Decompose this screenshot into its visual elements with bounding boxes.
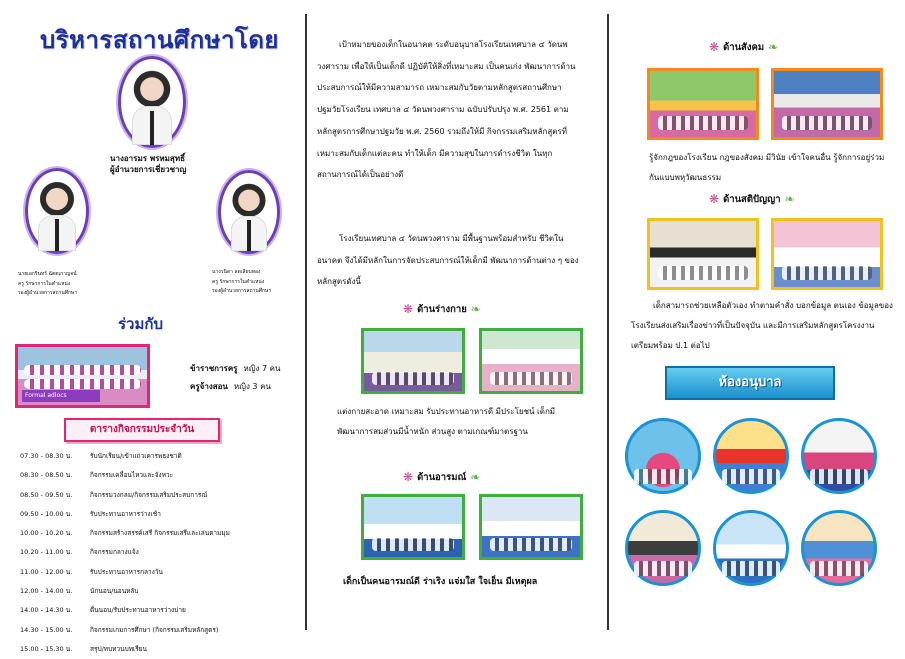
social-heading bbox=[705, 40, 782, 55]
intro-paragraph-2: โรงเรียนเทศบาล ๔ วัดนพวงศาราม มีพื้นฐานพร้อมสำหรับ ชีวิตในอนาคต จึงได้มีหลักในการจัดประสบการณ์ให้เด็กมี พัฒนาการด้านต่าง ๆ ของหลักสูตรดังนี้ bbox=[317, 234, 579, 287]
schedule-time: 11.00 - 12.00 น. bbox=[20, 567, 73, 576]
schedule-activity: กิจกรรมกลางแจ้ง bbox=[90, 548, 139, 557]
leaf-icon: ❧ bbox=[768, 40, 779, 54]
intro-paragraph: เป้าหมายของเด็กในอนาคต ระดับอนุบาลโรงเรียนเทศบาล ๔ วัดนพวงศาราม เพื่อให้เป็นเด็กดี ปฏิบัติให้สิ่งที่เหมาะสม เป็นคนเก่ง พัฒนาการด้านประสบการณ์ให้มีความสามารถ เหมาะสมกับวัยตามหลักสูตรสถานศึกษาปฐมวัยโรงเรียน เทศบาล ๔ วัดนพวงศาราม ฉบับปรับปรุง พ.ศ. 2561 ตามหลักสูตรการศึกษาปฐมวัย พ.ศ. 2560 รวมถึงให้มี กิจกรรมเสริมหลักสูตรที่เหมาะสมกับเด็กแต่ละคน ทำให้เด็ก มีความสุขในการดำรงชีวิต ในทุกสถานการณ์ได้เป็นอย่างดี bbox=[317, 40, 576, 180]
schedule-row bbox=[20, 563, 300, 582]
leaf-icon: ❧ bbox=[470, 302, 481, 316]
together-title: ร่วมกับ bbox=[118, 315, 163, 333]
schedule-time: 09.50 - 10.00 น. bbox=[20, 509, 73, 518]
schedule-activity: ตื่นนอน/รับประทานอาหารว่างบ่าย bbox=[90, 606, 186, 615]
deputy-left-role-title: รองผู้อำนวยการสถานศึกษา bbox=[18, 290, 78, 296]
schedule-activity: รับประทานอาหารกลางวัน bbox=[90, 567, 163, 576]
schedule-row bbox=[20, 582, 300, 601]
social-photo-garden bbox=[647, 68, 759, 140]
emotional-photo-activity bbox=[361, 494, 465, 560]
physical-photo-lunch bbox=[479, 328, 583, 394]
schedule-row bbox=[20, 505, 300, 524]
schedule-time: 08.30 - 08.50 น. bbox=[20, 471, 73, 480]
room-photo bbox=[801, 510, 877, 586]
middle-column bbox=[307, 0, 607, 640]
room-photo bbox=[625, 418, 701, 494]
staff-count: หญิง 3 คน bbox=[233, 382, 271, 391]
right-column bbox=[609, 0, 905, 640]
schedule-activity: กิจกรรมเคลื่อนไหวและจังหวะ bbox=[90, 471, 174, 480]
schedule-time: 10.20 - 11.00 น. bbox=[20, 548, 73, 557]
emotional-title: ด้านอารมณ์ bbox=[417, 472, 467, 483]
schedule-row bbox=[20, 621, 300, 640]
schedule-row bbox=[20, 543, 300, 562]
schedule-row bbox=[20, 486, 300, 505]
bow-icon: ❋ bbox=[403, 302, 414, 316]
leaf-icon: ❧ bbox=[470, 470, 481, 484]
staff-label: ข้าราชการครู bbox=[190, 364, 238, 373]
director-position: ผู้อำนวยการเชี่ยวชาญ bbox=[110, 165, 187, 174]
group-banner: Formal adlocs bbox=[22, 390, 100, 402]
social-title: ด้านสังคม bbox=[723, 42, 765, 53]
deputy-right-name: นางวนิดา ลดเลียบทอง bbox=[212, 269, 261, 275]
intellect-title: ด้านสติปัญญา bbox=[723, 194, 781, 205]
schedule-time: 07.30 - 08.30 น. bbox=[20, 452, 73, 460]
schedule-list bbox=[20, 447, 300, 659]
physical-photo-exercise bbox=[361, 328, 465, 394]
schedule-time: 14.00 - 14.30 น. bbox=[20, 606, 73, 615]
schedule-row bbox=[20, 601, 300, 620]
intellect-photo-computer bbox=[647, 218, 759, 290]
schedule-activity: สรุป/ทบทวนบทเรียน bbox=[90, 644, 147, 653]
emotional-caption: เด็กเป็นคนอารมณ์ดี ร่าเริง แจ่มใส ใจเย็น มีเหตุผล bbox=[343, 577, 538, 587]
left-column bbox=[0, 0, 305, 653]
schedule-time: 14.30 - 15.00 น. bbox=[20, 625, 73, 634]
physical-heading bbox=[399, 302, 485, 317]
schedule-row bbox=[20, 466, 300, 485]
deputy-right-photo bbox=[218, 170, 280, 254]
emotional-photo-group bbox=[479, 494, 583, 560]
schedule-activity: กิจกรรมวงกลม/กิจกรรมเสริมประสบการณ์ bbox=[90, 490, 208, 499]
social-caption: รู้จักกฎของโรงเรียน กฎของสังคม มีวินัย เข้าใจคนอื่น รู้จักการอยู่ร่วมกันแบบพหุวัฒนธรรม bbox=[649, 153, 885, 182]
leaf-icon: ❧ bbox=[784, 192, 795, 206]
schedule-activity: กิจกรรมสร้างสรรค์เสรี กิจกรรมเสรีและเล่นตามมุม bbox=[90, 529, 230, 538]
schedule-title: ตารางกิจกรรมประจำวัน bbox=[64, 418, 220, 442]
schedule-row bbox=[20, 447, 300, 466]
bow-icon: ❋ bbox=[709, 40, 720, 54]
room-photo bbox=[801, 418, 877, 494]
room-photo bbox=[713, 510, 789, 586]
schedule-row bbox=[20, 524, 300, 543]
room-photo bbox=[625, 510, 701, 586]
page-title: บริหารสถานศึกษาโดย bbox=[40, 26, 279, 54]
intellect-caption: เด็กสามารถช่วยเหลือตัวเอง ทำตามคำสั่ง บอกข้อมูล ตนเอง ข้อมูลของโรงเรียนส่งเสริมเรื่องข่าวที่เป็นปัจจุบัน และมีการเสริมหลักสูตรโครงงานเตรียมพร้อม ป.1 ต่อไป bbox=[631, 301, 893, 350]
room-photo bbox=[713, 418, 789, 494]
schedule-time: 08.50 - 09.50 น. bbox=[20, 490, 73, 499]
deputy-right-role: ครู รักษาการในตำแหน่ง bbox=[212, 279, 265, 285]
staff-contract bbox=[190, 380, 271, 393]
schedule-activity: กิจกรรมเกมการศึกษา (กิจกรรมเสริมหลักสูตร) bbox=[90, 625, 219, 634]
director-photo bbox=[118, 56, 186, 148]
intellect-heading bbox=[705, 192, 799, 207]
group-photo bbox=[15, 344, 150, 408]
schedule-row bbox=[20, 640, 300, 659]
director-name: นางอารมร พรหมสุทธิ์ bbox=[110, 154, 185, 163]
deputy-left-name: นายเอกรินทร์ ฉัตตเกาญจน์ bbox=[18, 271, 77, 277]
social-photo-assembly bbox=[771, 68, 883, 140]
bow-icon: ❋ bbox=[403, 470, 414, 484]
emotional-heading bbox=[399, 470, 484, 485]
schedule-activity: รับนักเรียน/เข้าแถวเคารพธงชาติ bbox=[90, 452, 182, 460]
staff-label: ครูจ้างสอน bbox=[190, 382, 228, 391]
physical-caption: แต่งกายสะอาด เหมาะสม รับประทานอาหารดี มีประโยชน์ เด็กมีพัฒนาการสมส่วนมีน้ำหนัก ส่วนสูง ตามเกณฑ์มาตรฐาน bbox=[337, 407, 556, 436]
schedule-time: 15.00 - 15.30 น. bbox=[20, 644, 73, 653]
physical-title: ด้านร่างกาย bbox=[417, 304, 467, 315]
schedule-time: 12.00 - 14.00 น. bbox=[20, 587, 73, 596]
kindergarten-room-banner: ห้องอนุบาล bbox=[665, 366, 835, 400]
deputy-left-photo bbox=[25, 168, 89, 254]
bow-icon: ❋ bbox=[709, 192, 720, 206]
deputy-left-role: ครู รักษาการในตำแหน่ง bbox=[18, 281, 71, 287]
staff-count: หญิง 7 คน bbox=[243, 364, 281, 373]
staff-teachers bbox=[190, 362, 280, 375]
intellect-photo-classroom bbox=[771, 218, 883, 290]
schedule-activity: รับประทานอาหารว่างเช้า bbox=[90, 509, 161, 518]
schedule-activity: นักนอน/นอนหลับ bbox=[90, 587, 139, 596]
schedule-time: 10.00 - 10.20 น. bbox=[20, 529, 73, 538]
deputy-right-role-title: รองผู้อำนวยการสถานศึกษา bbox=[212, 288, 272, 294]
